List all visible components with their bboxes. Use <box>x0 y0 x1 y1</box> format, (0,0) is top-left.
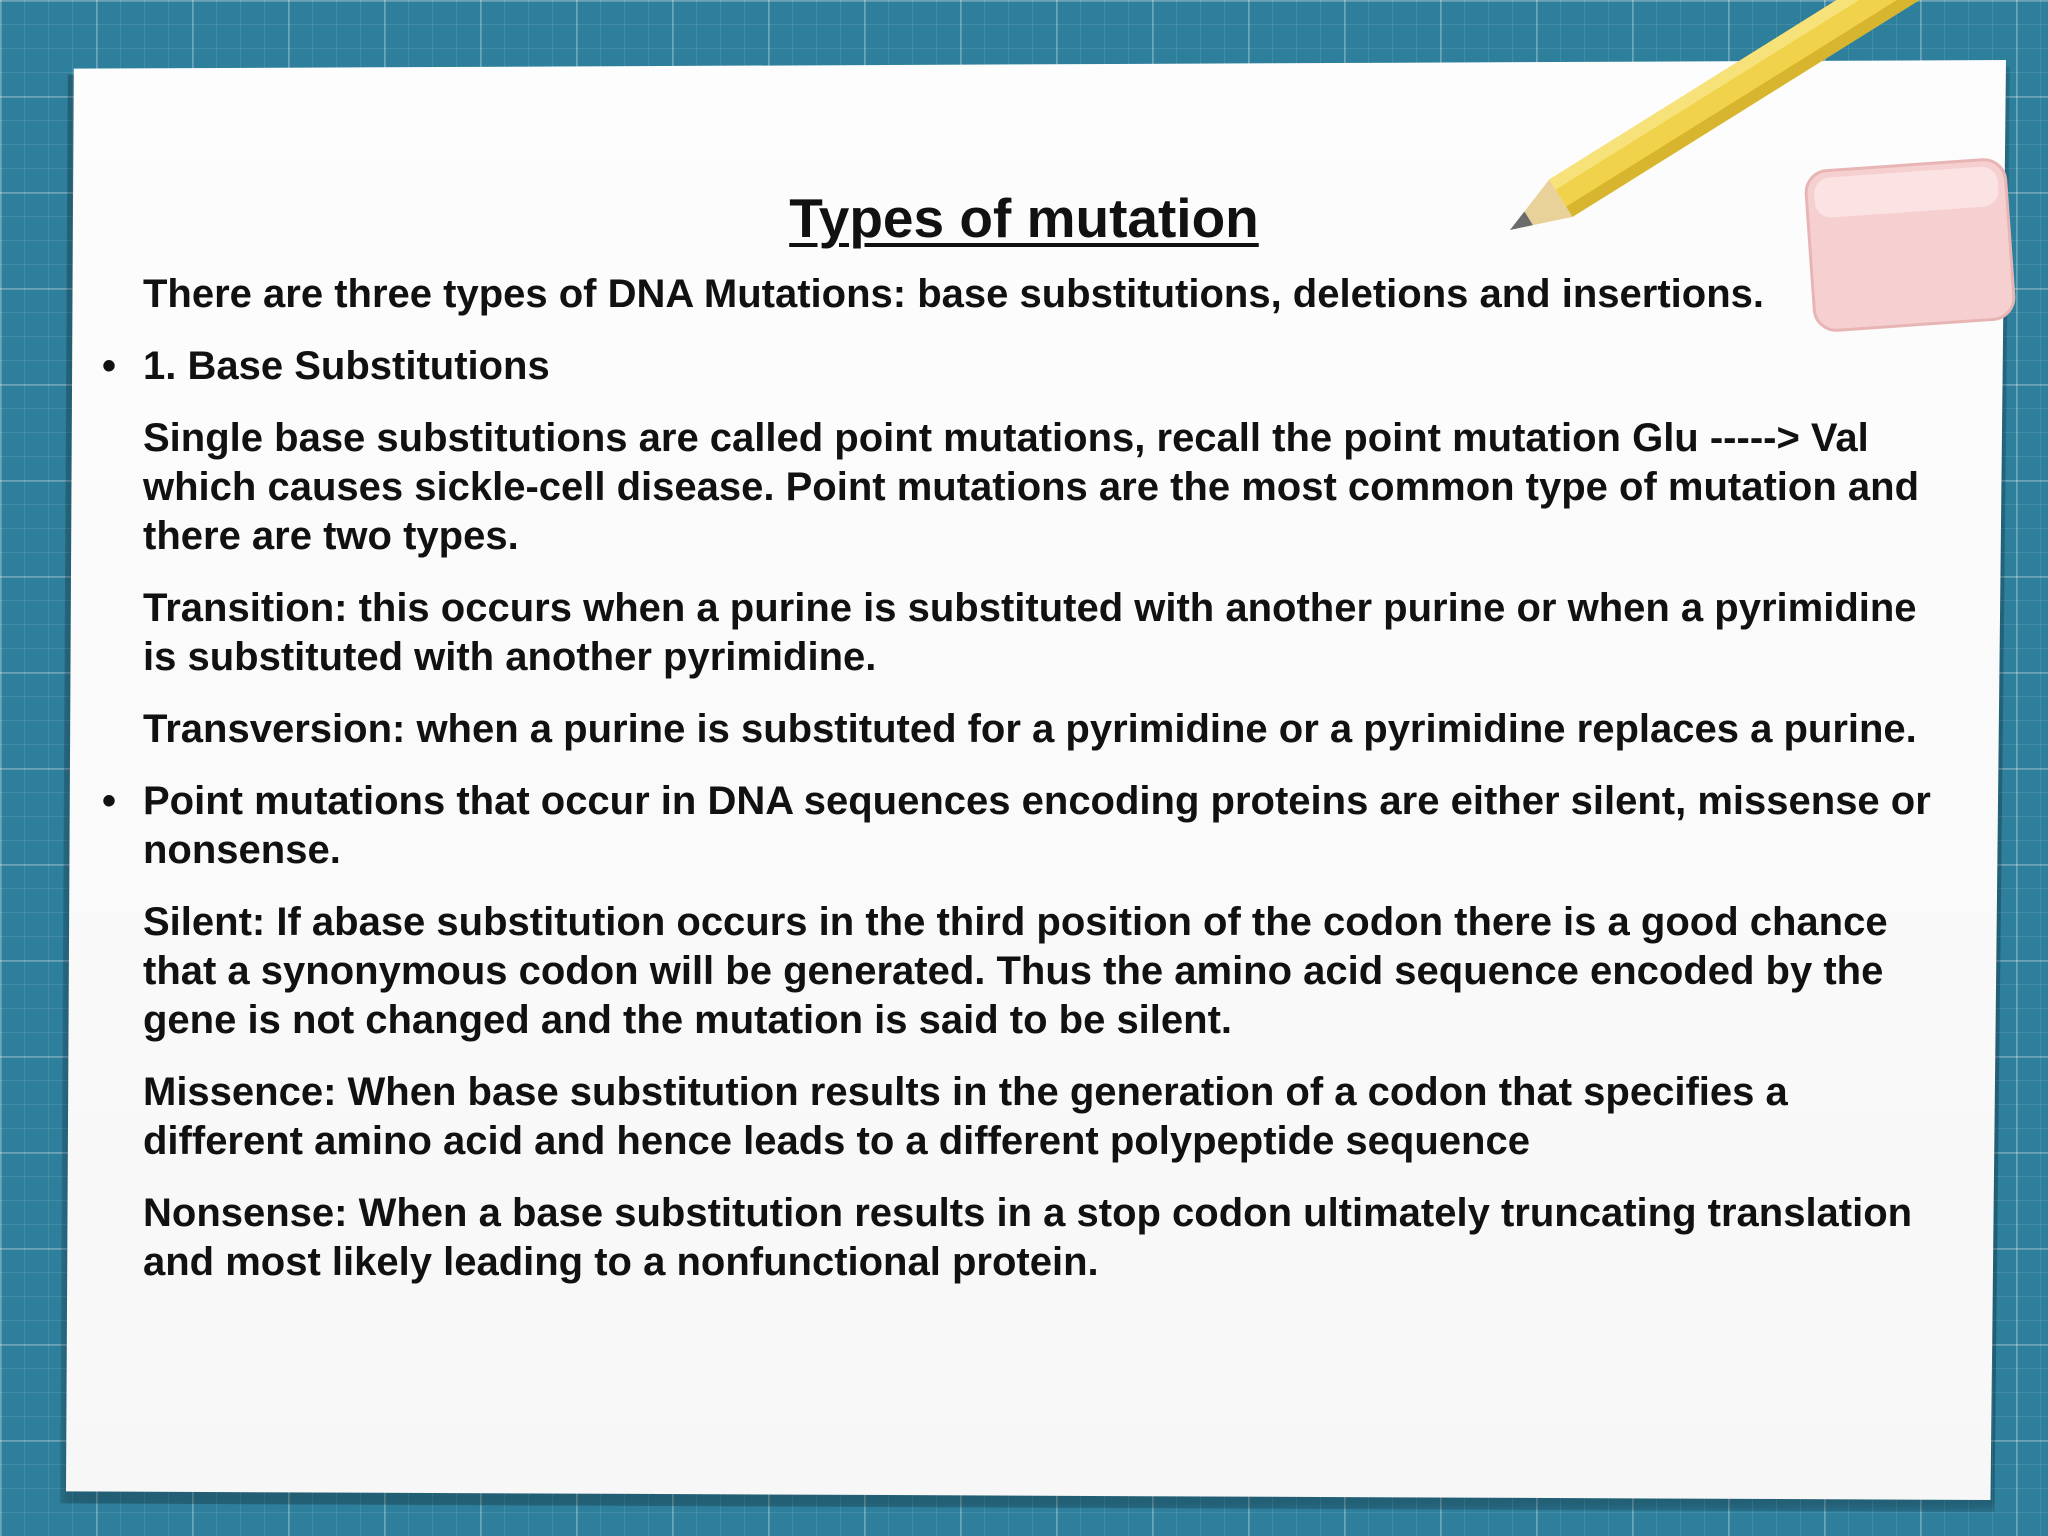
paragraph-text: Nonsense: When a base substitution results in a stop codon ultimately truncating translation and most likely leading to a nonfunctional protein. <box>143 1191 1913 1284</box>
bullet-marker: • <box>102 344 117 388</box>
silent-paragraph <box>100 898 1940 1045</box>
transversion-paragraph <box>100 705 1940 754</box>
paragraph-text: Transition: this occurs when a purine is substituted with another purine or when a pyrimidine is substituted with another pyrimidine. <box>143 586 1917 679</box>
bullet-marker: • <box>102 779 117 823</box>
missense-paragraph <box>100 1068 1940 1166</box>
base-substitutions-heading <box>100 342 1940 391</box>
paragraph-text: Transversion: when a purine is substituted for a pyrimidine or a pyrimidine replaces a purine. <box>143 707 1917 751</box>
nonsense-paragraph <box>100 1189 1940 1287</box>
slide-title: Types of mutation <box>789 187 1259 249</box>
paragraph-text: Single base substitutions are called point mutations, recall the point mutation Glu -----> Val which causes sickle-cell disease. Point mutations are the most common type of mutation and there are two types. <box>143 416 1919 558</box>
transition-paragraph <box>100 584 1940 682</box>
paragraph-text: There are three types of DNA Mutations: base substitutions, deletions and insertions. <box>143 272 1764 316</box>
protein-effects-heading <box>100 777 1940 875</box>
paragraph-text: Silent: If abase substitution occurs in the third position of the codon there is a good chance that a synonymous codon will be generated. Thus the amino acid sequence encoded by the gene is not changed and the mutation is said to be silent. <box>143 900 1888 1042</box>
intro-paragraph <box>100 270 1940 319</box>
point-mutations-paragraph <box>100 414 1940 561</box>
paragraph-text: 1. Base Substitutions <box>143 344 550 388</box>
slide-body <box>100 270 1940 1310</box>
paragraph-text: Point mutations that occur in DNA sequences encoding proteins are either silent, missense or nonsense. <box>143 779 1931 872</box>
paragraph-text: Missence: When base substitution results in the generation of a codon that specifies a different amino acid and hence leads to a different polypeptide sequence <box>143 1070 1788 1163</box>
